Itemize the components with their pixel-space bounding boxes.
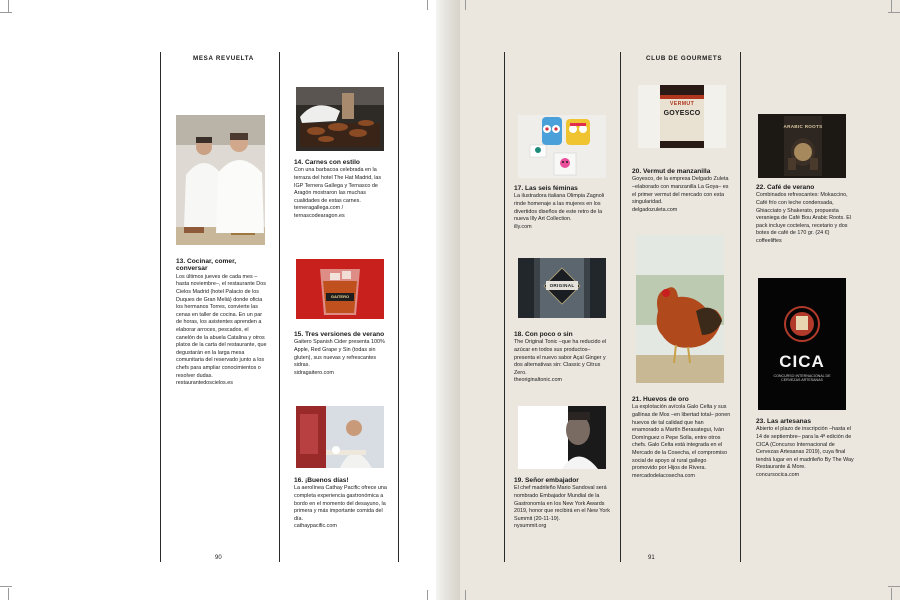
- chefs-photo: [176, 115, 265, 245]
- cica-logo-text: CICA: [779, 352, 825, 371]
- item-19: [514, 477, 610, 531]
- item-23-link[interactable]: concursocica.com: [756, 471, 800, 478]
- item-20-title: 20. Vermut de manzanilla: [632, 168, 711, 175]
- item-18-body: The Original Tonic –que ha reducido el azúcar en todos sus productos– presenta el nuevo sabor Açaí Ginger y dos alternativas sin: Classic y Citrus Zero.: [514, 339, 607, 376]
- crop-mark: [891, 588, 892, 600]
- item-22-title: 22. Café de verano: [756, 184, 815, 191]
- arabic-roots-coffee-photo: [758, 114, 846, 178]
- crop-mark: [888, 586, 900, 587]
- gaitero-cider-photo: [296, 259, 384, 319]
- illy-cups-photo: [518, 115, 606, 178]
- item-15-link[interactable]: sidragaitero.com: [294, 369, 334, 376]
- vermut-brand: GOYESCO: [663, 110, 701, 117]
- page-spine: [436, 0, 460, 600]
- cica-subtitle: CONCURSO INTERNACIONAL DE CERVEZAS ARTESANAS: [773, 374, 831, 383]
- item-22-body: Combinados refrescantes: Mokaccino, Café frío con leche condensada, Ghiacciato y Shakerato, propuesta veraniega de Café Bou Arabic Roots. El pack incluye coctelera, recetario y dos botes de café de 170 gr. (24 €): [756, 192, 851, 237]
- original-tonic-photo: [518, 258, 606, 318]
- item-22-link[interactable]: coffeeliftes: [756, 237, 782, 244]
- bbq-photo: [296, 87, 384, 151]
- page-number-left: 90: [215, 555, 222, 561]
- section-title-left: MESA REVUELTA: [193, 55, 254, 62]
- item-15-body: Gaitero Spanish Cider presenta 100% Apple, Red Grape y Sin (todas sin gluten), sus nuevas y refrescantes sidras.: [294, 339, 385, 369]
- item-19-title: 19. Señor embajador: [514, 477, 579, 484]
- crop-mark: [891, 0, 892, 12]
- crop-mark: [8, 0, 9, 12]
- cica-poster: [758, 278, 846, 410]
- vermut-word: VERMUT: [669, 101, 695, 107]
- item-17: [514, 185, 610, 231]
- item-15: [294, 331, 390, 377]
- item-23: [756, 418, 854, 480]
- item-13-body: Los últimos jueves de cada mes –hasta noviembre–, el restaurante Dos Cielos Madrid (hotel Palacio de los Duques de Gran Meliá) donde oficia los hermanos Torres, convierte las cenas en taller de cocina. En un par de horas, los asistentes aprenden a elaborar arroces, pescados, el canelón de la abuela Catalina y otros platos de la carta del restaurante, que degustarán en la larga mesa comunitaria del reservado junto a los chefs para ampliar conocimientos o resolver dudas.: [176, 273, 267, 379]
- item-18: [514, 331, 610, 385]
- item-16-link[interactable]: cathaypacific.com: [294, 523, 337, 530]
- item-16-body: La aerolínea Cathay Pacific ofrece una completa experiencia gastronómica a bordo en el momento del desayuno, la primera y más importante comida del día.: [294, 485, 387, 522]
- crop-mark: [427, 0, 428, 10]
- item-15-title: 15. Tres versiones de verano: [294, 331, 385, 338]
- cathay-pacific-photo: [296, 406, 384, 468]
- section-title-right: CLUB DE GOURMETS: [646, 55, 723, 62]
- item-13-link[interactable]: restaurantedoscielos.es: [176, 380, 233, 387]
- item-16-title: 16. ¡Buenos días!: [294, 477, 349, 484]
- tonic-label: ORIGINAL: [549, 283, 575, 288]
- column-rule: [160, 52, 161, 562]
- crop-mark: [465, 590, 466, 600]
- item-20-body: Goyesco, de la empresa Delgado Zuleta –elaborado con manzanilla La Goya– es el primer vermut del mercado con esta singularidad.: [632, 176, 729, 206]
- item-19-link[interactable]: nysummit.org: [514, 523, 547, 530]
- crop-mark: [465, 0, 466, 10]
- column-rule: [740, 52, 741, 562]
- goyesco-vermut-photo: [638, 85, 726, 148]
- item-16: [294, 477, 390, 531]
- item-17-title: 17. Las seis féminas: [514, 185, 578, 192]
- crop-mark: [0, 586, 12, 587]
- item-19-body: El chef madrileño Mario Sandoval será nombrado Embajador Mundial de la Gastronomía en los New York Awards 2019, honor que recibirá en el New York Summit (20-11-19).: [514, 485, 610, 522]
- item-17-body: La ilustradora italiana Olimpia Zagnoli rinde homenaje a las mujeres en los divertidos diseños de este retro de la nueva Illy Art Collection.: [514, 193, 605, 223]
- item-21-body: La explotación avícola Galo Celta y sus gallinas de Mos –en libertad total– ponen huevos de tal calidad que han enamorado a Martín Berasategui, Iván Domínguez o Pepe Solla, entre otros chefs. Galo Celta está integrada en el Mercado de la Cosecha, el compromiso social de apoyo al rural gallego promovido por Hijos de Rivera.: [632, 404, 731, 472]
- item-18-title: 18. Con poco o sin: [514, 331, 573, 338]
- cider-label: GAITERO: [330, 294, 350, 299]
- item-14-link[interactable]: terneragallega.com / ternascodearagon.es: [294, 205, 345, 219]
- crop-mark: [0, 12, 12, 13]
- crop-mark: [8, 588, 9, 600]
- item-14-body: Con una barbacoa celebrada en la terraza del hotel The Hat Madrid, las IGP Ternera Gallega y Ternasco de Aragón mostraron las muchas cualidades de estas carnes.: [294, 167, 382, 204]
- item-13: [176, 258, 268, 388]
- item-20: [632, 168, 732, 214]
- item-21-link[interactable]: mercadodelacosecha.com: [632, 472, 695, 479]
- item-13-title: 13. Cocinar, comer, conversar: [176, 258, 237, 273]
- column-rule: [279, 52, 280, 562]
- page-number-right: 91: [648, 555, 655, 561]
- hen-photo: [636, 235, 724, 383]
- crop-mark: [888, 12, 900, 13]
- column-rule: [504, 52, 505, 562]
- item-20-link[interactable]: delgadozuleta.com: [632, 206, 678, 213]
- item-21: [632, 396, 732, 480]
- item-17-link[interactable]: illy.com: [514, 223, 532, 230]
- column-rule: [620, 52, 621, 562]
- column-rule: [398, 52, 399, 562]
- item-14-title: 14. Carnes con estilo: [294, 159, 360, 166]
- item-23-body: Abierto el plazo de inscripción –hasta el 14 de septiembre– para la 4ª edición de CICA (Concurso Internacional de Cervezas Artesanas 2019), cuya final tendrá lugar en el madrileño By The Way Restaurante & More.: [756, 426, 854, 471]
- item-21-title: 21. Huevos de oro: [632, 396, 689, 403]
- item-14: [294, 159, 390, 221]
- chef-sandoval-photo: [518, 406, 606, 469]
- item-22: [756, 184, 854, 246]
- coffee-label: ARABIC ROOTS: [783, 124, 823, 129]
- crop-mark: [427, 590, 428, 600]
- item-18-link[interactable]: theoriginaltonic.com: [514, 377, 562, 384]
- item-23-title: 23. Las artesanas: [756, 418, 811, 425]
